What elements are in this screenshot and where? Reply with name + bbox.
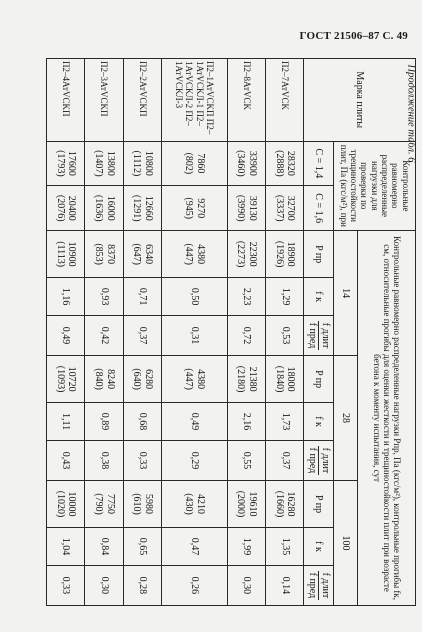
ratio-14-cell: 0,49: [47, 315, 85, 355]
p-14-cell: 8370 (853): [85, 231, 123, 278]
ratio-28-cell: 0,38: [85, 440, 123, 480]
ratio-100-cell: 0,33: [47, 565, 85, 605]
p-28-cell: 18000 (1840): [266, 356, 304, 403]
ratio-100-cell: 0,14: [266, 565, 304, 605]
ratio-28-cell: 0,43: [47, 440, 85, 480]
fk-14-cell: 0,93: [85, 278, 123, 316]
fk-28-cell: 1,73: [266, 403, 304, 441]
mark-cell: П2–2АтVCKП: [123, 59, 161, 142]
ratio-28-cell: 0,37: [266, 440, 304, 480]
fk-100-cell: 1,99: [227, 528, 265, 566]
header-ratio-14: f длит f пред: [304, 315, 333, 355]
mark-cell: П2–4АтVCKП: [47, 59, 85, 142]
control-c16-cell: 16000 (1636): [85, 186, 123, 231]
control-c14-cell: 17600 (1793): [47, 141, 85, 186]
fk-28-cell: 0,49: [162, 403, 228, 441]
page-code: ГОСТ 21506–87 С. 49: [299, 30, 408, 42]
continuation-note: Продолжение табл. 6: [405, 64, 417, 163]
p-100-cell: 7750 (790): [85, 480, 123, 527]
fk-100-cell: 1,35: [266, 528, 304, 566]
table-body: [47, 59, 304, 606]
ratio-100-cell: 0,28: [123, 565, 161, 605]
p-100-cell: 5980 (610): [123, 480, 161, 527]
ratio-100-cell: 0,30: [227, 565, 265, 605]
fk-100-cell: 0,84: [85, 528, 123, 566]
header-p-28: P пр: [304, 356, 333, 403]
fk-28-cell: 2,16: [227, 403, 265, 441]
table-row: [162, 59, 228, 606]
control-c16-cell: 12660 (1291): [123, 186, 161, 231]
ratio-28-cell: 0,29: [162, 440, 228, 480]
header-c14: C = 1,4: [304, 141, 333, 186]
p-14-cell: 18900 (1926): [266, 231, 304, 278]
fk-14-cell: 2,23: [227, 278, 265, 316]
control-c14-cell: 28320 (2888): [266, 141, 304, 186]
table-row: [85, 59, 123, 606]
header-c16: C = 1,6: [304, 186, 333, 231]
mark-cell: П2–7АтVCK: [266, 59, 304, 142]
header-mark: Марка плиты: [304, 59, 416, 142]
control-c16-cell: 9270 (945): [162, 186, 228, 231]
p-100-cell: 16280 (1660): [266, 480, 304, 527]
fk-28-cell: 0,68: [123, 403, 161, 441]
p-100-cell: 10000 (1020): [47, 480, 85, 527]
header-fk-100: f к: [304, 528, 333, 566]
ratio-28-cell: 0,55: [227, 440, 265, 480]
ratio-14-cell: 0,72: [227, 315, 265, 355]
fk-28-cell: 0,89: [85, 403, 123, 441]
ratio-14-cell: 0,31: [162, 315, 228, 355]
control-c14-cell: 7860 (802): [162, 141, 228, 186]
header-age-100: 100: [333, 480, 358, 605]
p-100-cell: 19610 (2000): [227, 480, 265, 527]
fk-14-cell: 0,71: [123, 278, 161, 316]
header-fk-14: f к: [304, 278, 333, 316]
p-28-cell: 10720 (1093): [47, 356, 85, 403]
header-control: Контрольные равномерно распределенные нагрузки для проверки по трещиностойкости плит, Па (кгс/м²), при: [333, 141, 415, 231]
p-14-cell: 4380 (447): [162, 231, 228, 278]
loads-table: [46, 58, 416, 606]
header-fk-28: f к: [304, 403, 333, 441]
control-c16-cell: 39130 (3990): [227, 186, 265, 231]
control-c14-cell: 13800 (1407): [85, 141, 123, 186]
header-p-14: P пр: [304, 231, 333, 278]
ratio-14-cell: 0,42: [85, 315, 123, 355]
header-age-14: 14: [333, 231, 358, 356]
p-14-cell: 22300 (2273): [227, 231, 265, 278]
p-100-cell: 4210 (430): [162, 480, 228, 527]
p-28-cell: 4380 (447): [162, 356, 228, 403]
ratio-14-cell: 0,53: [266, 315, 304, 355]
fk-14-cell: 1,29: [266, 278, 304, 316]
fk-100-cell: 0,47: [162, 528, 228, 566]
p-14-cell: 6340 (647): [123, 231, 161, 278]
ratio-14-cell: 0,37: [123, 315, 161, 355]
header-age-28: 28: [333, 356, 358, 481]
p-14-cell: 10900 (1113): [47, 231, 85, 278]
ratio-28-cell: 0,33: [123, 440, 161, 480]
fk-28-cell: 1,11: [47, 403, 85, 441]
header-p-100: P пр: [304, 480, 333, 527]
table-row: [47, 59, 85, 606]
ratio-100-cell: 0,30: [85, 565, 123, 605]
control-c16-cell: 32700 (3337): [266, 186, 304, 231]
fk-100-cell: 0,65: [123, 528, 161, 566]
p-28-cell: 21380 (2180): [227, 356, 265, 403]
table-row: [123, 59, 161, 606]
header-main: Контрольные равномерно распределенные нагрузки Pпр, Па (кгс/м²), контрольные прогибы fк, см, относительные прогибы для оценки жесткости и трещиностойкости плит при возрасте бетона к моменту испытания, сут: [358, 231, 416, 606]
control-c14-cell: 33900 (3460): [227, 141, 265, 186]
fk-100-cell: 1,04: [47, 528, 85, 566]
mark-cell: П2–1АтVCKП П2–1АтVCKЛ-1 П2–1АтVCKЛ-2 П2–1АтVCKЛ-3: [162, 59, 228, 142]
mark-cell: П2–3АтVCKП: [85, 59, 123, 142]
p-28-cell: 8240 (840): [85, 356, 123, 403]
mark-cell: П2–8АтVCK: [227, 59, 265, 142]
fk-14-cell: 0,50: [162, 278, 228, 316]
table-row: [227, 59, 265, 606]
p-28-cell: 6280 (640): [123, 356, 161, 403]
ratio-100-cell: 0,26: [162, 565, 228, 605]
fk-14-cell: 1,16: [47, 278, 85, 316]
header-ratio-100: f длит f пред: [304, 565, 333, 605]
control-c16-cell: 20400 (2076): [47, 186, 85, 231]
control-c14-cell: 10800 (1112): [123, 141, 161, 186]
header-ratio-28: f длит f пред: [304, 440, 333, 480]
table-row: [266, 59, 304, 606]
